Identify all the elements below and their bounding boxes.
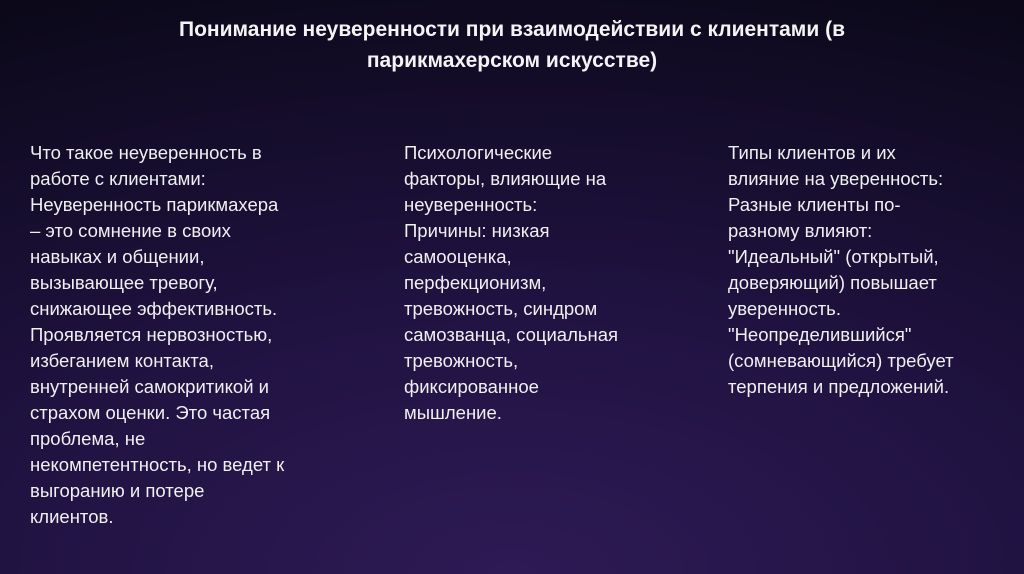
slide-title: Понимание неуверенности при взаимодействии с клиентами (в парикмахерском искусстве) <box>179 18 845 72</box>
column-client-types: Типы клиентов и их влияние на уверенность: Разные клиенты по- разному влияют: "Идеальный" (открытый, доверяющий) повышает уверенность. "Неопределившийся" (сомневающийся) требует терпения и предложений. <box>728 142 954 397</box>
column-uncertainty-definition: Что такое неуверенность в работе с клиентами: Неуверенность парикмахера – это сомнение в своих навыках и общении, вызывающее тревогу, снижающее эффективность. Проявляется нервозностью, избеганием контакта, внутренней самокритикой и страхом оценки. Это частая проблема, не некомпетентность, но ведет к выгоранию и потере клиентов. <box>30 142 285 527</box>
column-psychological-factors: Психологические факторы, влияющие на неуверенность: Причины: низкая самооценка, перфекционизм, тревожность, синдром самозванца, социальная тревожность, фиксированное мышление. <box>404 142 619 423</box>
